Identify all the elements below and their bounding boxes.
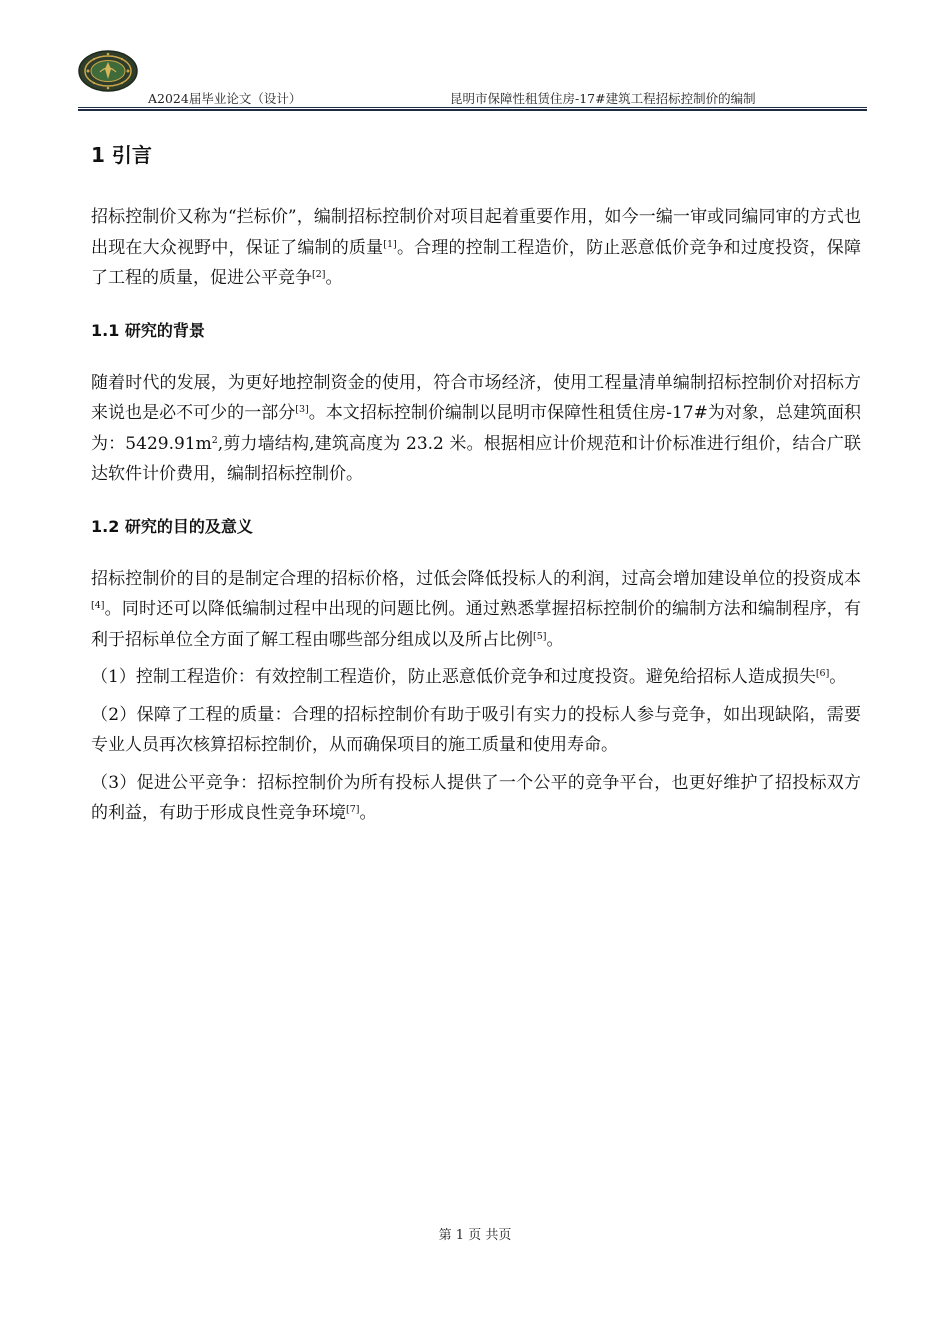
university-seal-icon bbox=[78, 50, 138, 92]
subsection-heading-purpose: 1.2 研究的目的及意义 bbox=[91, 516, 253, 536]
text-run: （3）促进公平竞争：招标控制价为所有投标人提供了一个公平的竞争平台，也更好维护了招投标双方的利益，有助于形成良性竞争环境 bbox=[91, 772, 861, 823]
text-run: 随着时代的发展，为更好地控制资金的使用，符合市场经济，使用工程量清单编制招标控制价对招标方来说也是必不可少的一部分 bbox=[91, 372, 861, 423]
header-right-title: 昆明市保障性租赁住房-17#建筑工程招标控制价的编制 bbox=[450, 91, 756, 106]
text-run: 。合理的控制工程造价，防止恶意低价竞争和过度投资，保障了工程的质量，促进公平竞争 bbox=[91, 237, 861, 288]
list-item-cost-control bbox=[91, 662, 861, 693]
citation: [6] bbox=[815, 668, 830, 679]
text-run: 。 bbox=[829, 667, 847, 687]
background-paragraph bbox=[91, 368, 861, 490]
subsection-heading-background: 1.1 研究的背景 bbox=[91, 320, 205, 340]
text-run: 招标控制价又称为“拦标价”，编制招标控制价对项目起着重要作用，如今一编一审或同编同审的方式也出现在大众视野中，保证了编制的质量 bbox=[91, 207, 861, 258]
header-divider-thick bbox=[78, 109, 867, 111]
text-run: 。本文招标控制价编制以昆明市保障性租赁住房-17#为对象，总建筑面积为：5429.91m bbox=[91, 403, 862, 454]
page-body bbox=[91, 138, 861, 829]
page-header bbox=[78, 50, 867, 110]
section-heading-introduction: 1 引言 bbox=[91, 143, 152, 167]
text-run: （1）控制工程造价：有效控制工程造价，防止恶意低价竞争和过度投资。避免给招标人造成损失 bbox=[91, 667, 816, 687]
list-item-fair-competition bbox=[91, 768, 861, 829]
text-run: （2）保障了工程的质量：合理的招标控制价有助于吸引有实力的投标人参与竞争，如出现缺陷，需要专业人员再次核算招标控制价，从而确保项目的施工质量和使用寿命。 bbox=[91, 704, 861, 755]
text-run: 。 bbox=[359, 803, 377, 823]
citation: [1] bbox=[383, 238, 397, 250]
text-run: 。 bbox=[546, 629, 564, 650]
text-run: 。同时还可以降低编制过程中出现的问题比例。通过熟悉掌握招标控制价的编制方法和编制程序，有利于招标单位全方面了解工程由哪些部分组成以及所占比例 bbox=[91, 599, 861, 650]
text-run: 招标控制价的目的是制定合理的招标价格，过低会降低投标人的利润，过高会增加建设单位的投资成本 bbox=[91, 568, 861, 589]
header-left-title: A2024届毕业论文（设计） bbox=[148, 91, 302, 106]
header-divider bbox=[78, 107, 867, 108]
text-run: ,剪力墙结构,建筑高度为 23.2 米。根据相应计价规范和计价标准进行组价，结合广联达软件计价费用，编制招标控制价。 bbox=[91, 433, 861, 484]
purpose-paragraph bbox=[91, 564, 861, 656]
list-item-quality bbox=[91, 700, 861, 761]
page-number: 第 1 页 共页 bbox=[438, 1228, 512, 1243]
superscript: 2 bbox=[211, 434, 218, 446]
citation: [3] bbox=[295, 404, 309, 415]
citation: [2] bbox=[312, 269, 326, 280]
citation: [7] bbox=[346, 804, 360, 815]
citation: [4] bbox=[91, 600, 105, 611]
intro-paragraph bbox=[91, 202, 861, 294]
text-run: 。 bbox=[325, 268, 343, 288]
citation: [5] bbox=[533, 630, 547, 642]
